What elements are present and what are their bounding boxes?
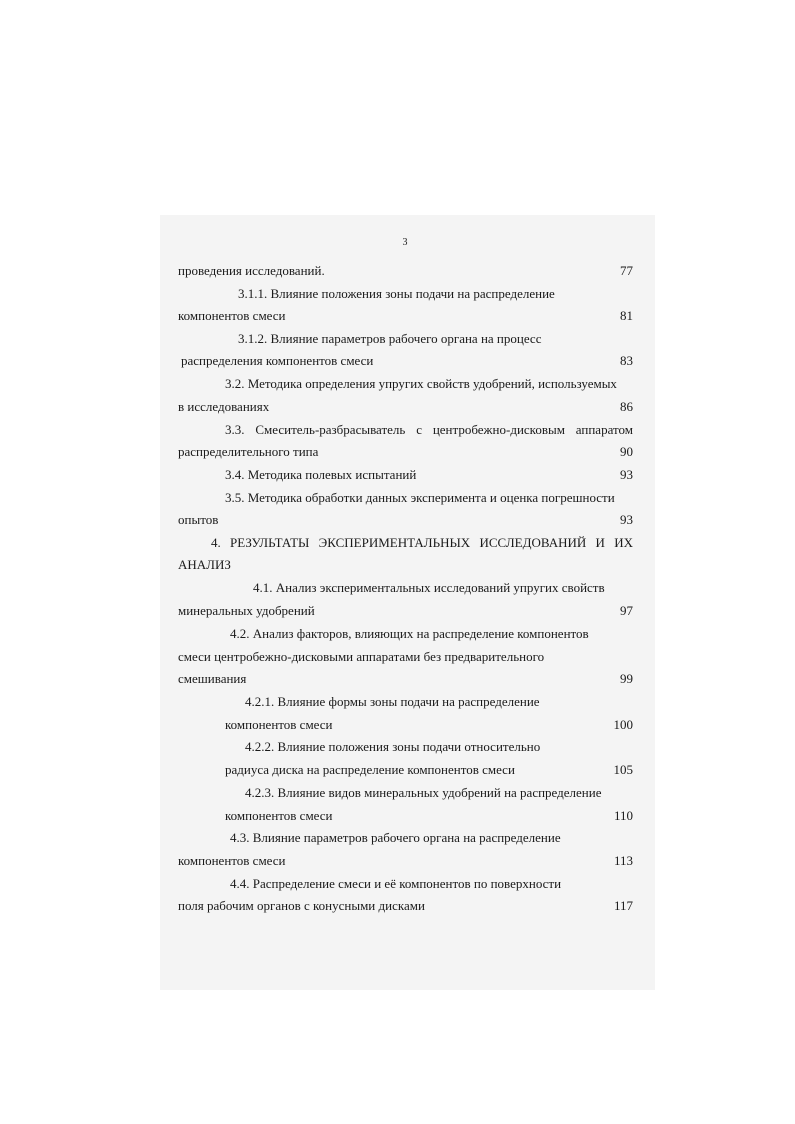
toc-entry-text: смешивания [178, 671, 247, 686]
toc-entry-text: компонентов смеси [178, 308, 286, 323]
toc-page-number: 100 [613, 717, 633, 732]
toc-entry-text: 4.3. Влияние параметров рабочего органа на распределение [230, 830, 561, 845]
toc-entry-text: компонентов смеси [225, 717, 333, 732]
toc-entry-text: опытов [178, 512, 219, 527]
toc-page-number: 93 [620, 467, 633, 482]
toc-entry-text: 3.4. Методика полевых испытаний [225, 467, 417, 482]
toc-page-number: 105 [613, 762, 633, 777]
toc-entry-text: 3.3. Смеситель-разбрасыватель с центробежно-дисковым аппаратом [225, 422, 633, 437]
toc-entry-text: 4.2. Анализ факторов, влияющих на распределение компонентов [230, 626, 589, 641]
toc-page-number: 99 [620, 671, 633, 686]
chapter-heading: 4. РЕЗУЛЬТАТЫ ЭКСПЕРИМЕНТАЛЬНЫХ ИССЛЕДОВАНИЙ И ИХ [211, 535, 633, 550]
toc-entry-text: распределительного типа [178, 444, 319, 459]
toc-entry-text: поля рабочим органов с конусными дисками [178, 898, 425, 913]
toc-entry-text: 3.1.2. Влияние параметров рабочего органа на процесс [238, 331, 542, 346]
toc-entry-text: 3.1.1. Влияние положения зоны подачи на распределение [238, 286, 555, 301]
toc-page-number: 110 [613, 808, 633, 823]
toc-page-number: 86 [620, 399, 633, 414]
toc-page-number: 117 [613, 898, 633, 913]
toc-page-number: 83 [620, 353, 633, 368]
toc-entry-text: смеси центробежно-дисковыми аппаратами без предварительного [178, 649, 545, 664]
toc-entry-text: в исследованиях [178, 399, 270, 414]
toc-page-number: 77 [620, 263, 633, 278]
toc-page-number: 93 [620, 512, 633, 527]
toc-entry-text: распределения компонентов смеси [181, 353, 374, 368]
toc-entry-text: проведения исследований. [178, 263, 325, 278]
toc-page-number: 97 [620, 603, 633, 618]
toc-entry-text: 4.2.1. Влияние формы зоны подачи на распределение [245, 694, 540, 709]
toc-entry-text: 4.2.2. Влияние положения зоны подачи относительно [245, 739, 541, 754]
toc-entry-text: 3.2. Методика определения упругих свойств удобрений, используемых [225, 376, 617, 391]
page-number: 3 [402, 237, 408, 248]
toc-entry-text: компонентов смеси [178, 853, 286, 868]
toc-page-number: 90 [620, 444, 633, 459]
toc-entry-text: 4.4. Распределение смеси и её компонентов по поверхности [230, 876, 562, 891]
chapter-heading: АНАЛИЗ [178, 557, 231, 572]
toc-page-number: 113 [613, 853, 633, 868]
toc-entry-text: компонентов смеси [225, 808, 333, 823]
toc-page-number: 81 [620, 308, 633, 323]
toc-entry-text: минеральных удобрений [178, 603, 315, 618]
toc-entry-text: радиуса диска на распределение компонентов смеси [225, 762, 515, 777]
toc-entry-text: 4.2.3. Влияние видов минеральных удобрений на распределение [245, 785, 602, 800]
toc-entry-text: 4.1. Анализ экспериментальных исследований упругих свойств [253, 580, 605, 595]
toc-entry-text: 3.5. Методика обработки данных эксперимента и оценка погрешности [225, 490, 615, 505]
